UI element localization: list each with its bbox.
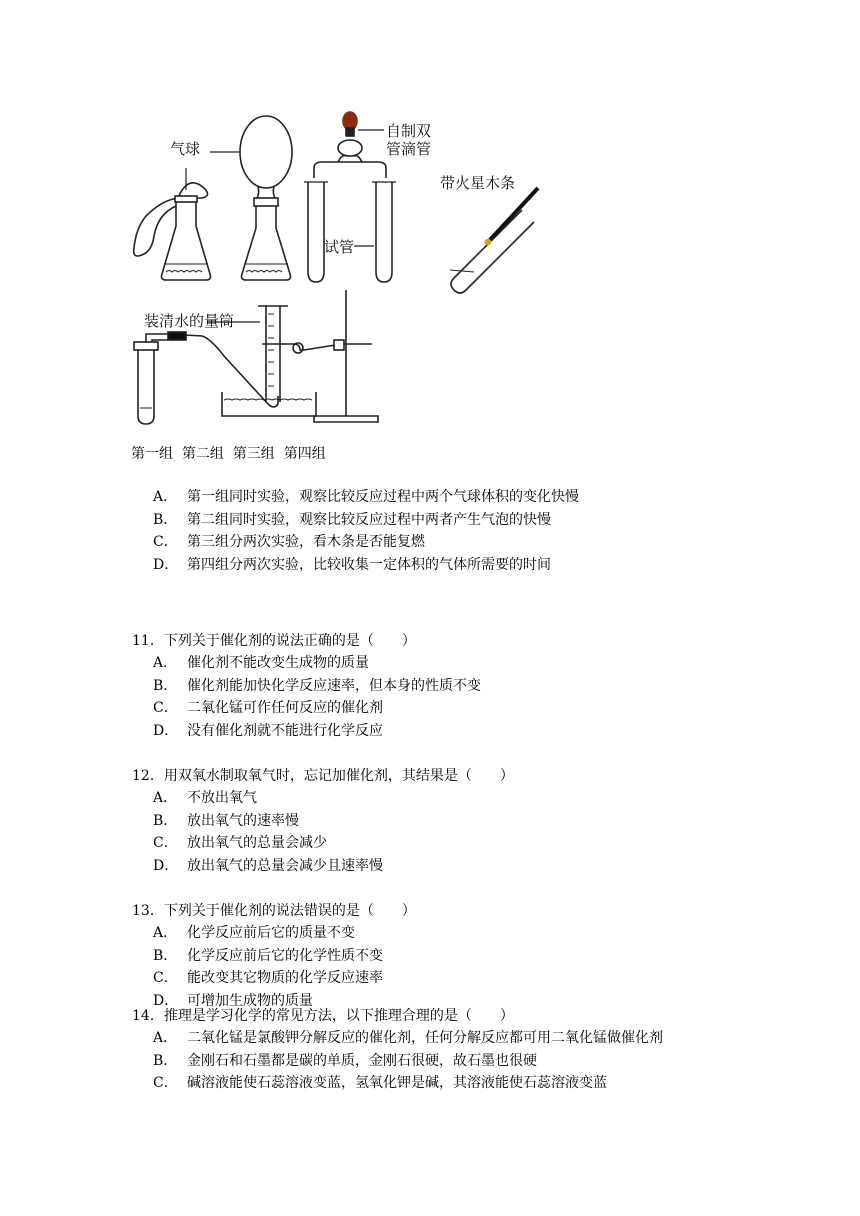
option-d (132, 720, 416, 743)
option-text: 碱溶液能使石蕊溶液变蓝，氢氧化钾是碱，其溶液能使石蕊溶液变蓝 (187, 1075, 607, 1091)
question-11 (132, 630, 481, 742)
option-text: 催化剂不能改变生成物的质量 (187, 655, 369, 671)
option-letter: B． (153, 812, 178, 829)
option-text: 第四组分两次实验，比较收集一定体积的气体所需要的时间 (187, 556, 551, 573)
option-letter: B． (153, 511, 178, 528)
option-letter: B． (153, 677, 178, 694)
question-stem: 13．下列关于催化剂的说法错误的是（ ） (132, 903, 416, 919)
option-text: 第二组同时实验，观察比较反应过程中两者产生气泡的快慢 (187, 511, 551, 528)
option-text: 没有催化剂就不能进行化学反应 (187, 722, 383, 739)
option-text: 放出氧气的总量会减少 (187, 835, 327, 851)
option-letter: D． (153, 722, 179, 739)
option-letter: C． (153, 700, 178, 716)
option-letter: A． (153, 1030, 178, 1046)
label-balloon: 气球 (170, 140, 201, 158)
label-dropper-line1: 自制双 (386, 122, 432, 140)
option-text: 二氧化锰是氯酸钾分解反应的催化剂，任何分解反应都可用二氧化锰做催化剂 (187, 1030, 663, 1046)
option-letter: A． (153, 925, 178, 941)
gas-collection-setup (134, 290, 378, 424)
option-text: 能改变其它物质的化学反应速率 (187, 970, 383, 986)
label-splint: 带火星木条 (440, 174, 516, 192)
question-14 (132, 1005, 663, 1095)
option-a (132, 1027, 663, 1050)
option-text: 放出氧气的总量会减少且速率慢 (187, 857, 383, 874)
option-letter: D． (153, 857, 179, 874)
option-letter: C． (153, 1075, 178, 1091)
option-letter: A． (153, 790, 178, 806)
option-text: 第三组分两次实验，看木条是否能复燃 (187, 534, 425, 550)
option-c (132, 1072, 607, 1095)
option-text: 二氧化锰可作任何反应的催化剂 (187, 700, 383, 716)
option-b (132, 945, 416, 968)
option-c (132, 967, 416, 990)
option-b (132, 1050, 537, 1073)
question-stem: 12．用双氧水制取氧气时，忘记加催化剂，其结果是（ ） (132, 768, 514, 784)
option-text: 化学反应前后它的化学性质不变 (187, 947, 383, 964)
option-text: 催化剂能加快化学反应速率，但本身的性质不变 (187, 677, 481, 694)
option-letter: B． (153, 1052, 178, 1069)
label-test-tube: 试管 (324, 238, 355, 256)
figure-caption: 第一组 第二组 第三组 第四组 (131, 446, 326, 462)
label-cylinder: 装清水的量筒 (144, 312, 235, 330)
option-c (132, 832, 514, 855)
tilted-test-tube-splint (450, 188, 538, 293)
option-text: 不放出氧气 (187, 790, 257, 806)
option-letter: D． (153, 556, 179, 573)
option-letter: C． (153, 970, 178, 986)
option-letter: C． (153, 835, 178, 851)
option-text: 金刚石和石墨都是碳的单质，金刚石很硬，故石墨也很硬 (187, 1052, 537, 1069)
experiment-figure (128, 104, 548, 440)
question-stem: 11．下列关于催化剂的说法正确的是（ ） (132, 633, 416, 649)
option-letter: D． (153, 992, 179, 1009)
option-letter: A． (153, 489, 178, 505)
flask-with-upright-balloon (210, 116, 292, 280)
option-text: 放出氧气的速率慢 (187, 812, 299, 829)
option-text: 第一组同时实验，观察比较反应过程中两个气球体积的变化快慢 (187, 489, 579, 505)
option-b (132, 810, 514, 833)
question-13 (132, 900, 416, 1012)
option-c (132, 697, 416, 720)
flask-with-bent-balloon (134, 168, 211, 280)
option-text: 化学反应前后它的质量不变 (187, 925, 355, 941)
question-12 (132, 765, 514, 877)
option-a (132, 787, 514, 810)
option-d (132, 855, 514, 878)
label-dropper-line2: 管滴管 (386, 140, 432, 158)
option-b (132, 675, 481, 698)
option-text: 可增加生成物的质量 (187, 992, 313, 1009)
option-letter: C． (153, 534, 178, 550)
option-a (132, 922, 416, 945)
double-dropper-test-tubes (304, 112, 396, 282)
option-letter: B． (153, 947, 178, 964)
option-a (132, 652, 416, 675)
option-letter: A． (153, 655, 178, 671)
question-stem: 14．推理是学习化学的常见方法，以下推理合理的是（ ） (132, 1008, 514, 1024)
